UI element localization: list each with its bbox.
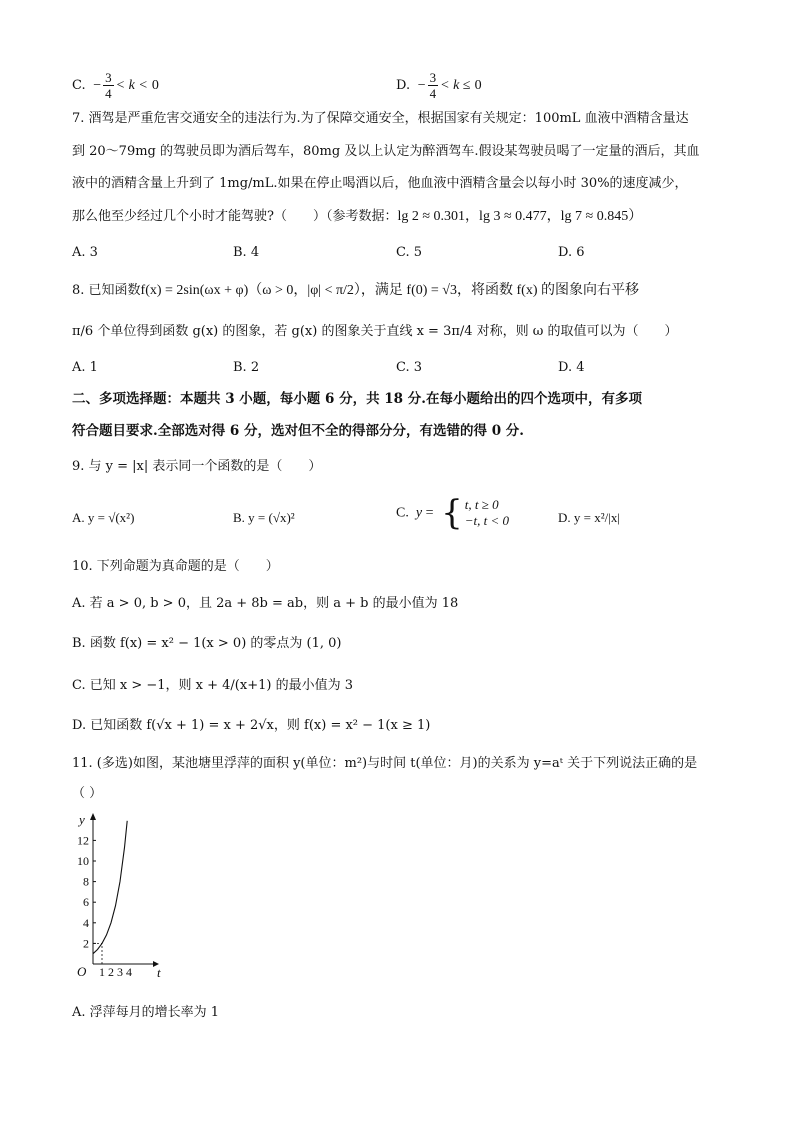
q11-chart (65, 812, 175, 1002)
q6-option-c: C. − $\frac{3}{4}$ < k < 0 (72, 70, 159, 101)
q7-reference-data: lg 2 ≈ 0.301，lg 3 ≈ 0.477，lg 7 ≈ 0.845） (397, 209, 643, 224)
q7-line-4 (72, 209, 642, 225)
section2-line-2: 符合题目要求.全部选对得 6 分，选对但不全的得部分分，有选错的得 0 分. (72, 423, 524, 439)
q8-line-1: 8. 已知函数f(x) = 2sin(ωx + φ)（ω > 0，|φ| < π/2），满足 f(0) = √3，将函数 f(x) 的图象向右平移 (72, 283, 639, 298)
y-axis-arrow (90, 813, 96, 820)
y-axis-label: y (79, 812, 85, 827)
q11-line-2: （ ） (72, 786, 103, 801)
q7-option-b: B. 4 (233, 245, 260, 260)
x-tick-label: 2 (108, 965, 114, 979)
y-tick-label: 4 (83, 915, 89, 930)
q10-option-d: D. 已知函数 f(√x + 1) = x + 2√x，则 f(x) = x² − 1(x ≥ 1) (72, 718, 431, 733)
origin-label: O (77, 964, 87, 979)
q9-option-c: C. y = { t, t ≥ 0 −t, t < 0 (396, 493, 510, 533)
q8-option-b: B. 2 (233, 360, 260, 375)
q10-stem: 10. 下列命题为真命题的是（ ） (72, 559, 279, 574)
q7-line-3: 液中的酒精含量上升到了 1mg/mL.如果在停止喝酒以后，他血液中酒精含量会以每小时 30%的速度减少， (72, 176, 688, 191)
q8-option-d: D. 4 (558, 360, 585, 375)
x-tick-label: 1 (99, 965, 105, 979)
q7-line-1: 7. 酒驾是严重危害交通安全的违法行为.为了保障交通安全，根据国家有关规定：100mL 血液中酒精含量达 (72, 111, 689, 126)
y-tick-label: 10 (77, 854, 89, 868)
q11-line-1: 11. (多选)如图，某池塘里浮萍的面积 y(单位：m²)与时间 t(单位：月)的关系为 y=aᵗ 关于下列说法正确的是 (72, 756, 698, 771)
q8-option-c: C. 3 (396, 360, 423, 375)
exponential-curve (93, 821, 127, 954)
q9-option-d: D. y = x²/|x| (558, 510, 620, 525)
y-tick-label: 2 (83, 936, 89, 951)
y-tick-label: 6 (83, 895, 89, 910)
y-tick-label: 12 (77, 833, 89, 848)
x-tick-label: 3 (117, 965, 123, 979)
q7-option-c: C. 5 (396, 245, 423, 260)
q7-line-2: 到 20～79mg 的驾驶员即为酒后驾车，80mg 及以上认定为醉酒驾车.假设某驾驶员喝了一定量的酒后，其血 (72, 144, 700, 159)
q9-option-b: B. y = (√x)² (233, 510, 295, 525)
x-axis-label: t (157, 965, 161, 980)
q10-option-a: A. 若 a > 0, b > 0，且 2a + 8b = ab，则 a + b 的最小值为 18 (72, 596, 459, 611)
q7-option-a: A. 3 (72, 245, 98, 260)
q10-option-b: B. 函数 f(x) = x² − 1(x > 0) 的零点为 (1, 0) (72, 636, 342, 651)
q7-option-d: D. 6 (558, 245, 585, 260)
q9-stem: 9. 与 y = |x| 表示同一个函数的是（ ） (72, 459, 322, 474)
q9-option-a: A. y = √(x²) (72, 510, 135, 525)
section2-line-1: 二、多项选择题：本题共 3 小题，每小题 6 分，共 18 分.在每小题给出的四个选项中，有多项 (72, 391, 642, 407)
q10-option-c: C. 已知 x > −1，则 x + 4/(x+1) 的最小值为 3 (72, 678, 353, 693)
q7-stem-end: 那么他至少经过几个小时才能驾驶?（ ）（参考数据： (72, 209, 398, 224)
q8-option-a: A. 1 (72, 360, 98, 375)
q6-option-d: D. − $\frac{3}{4}$ < k ≤ 0 (396, 70, 482, 101)
q8-line-2: π/6 个单位得到函数 g(x) 的图象，若 g(x) 的图象关于直线 x = 3π/4 对称，则 ω 的取值可以为（ ） (72, 324, 678, 339)
x-tick-label: 4 (126, 965, 132, 979)
q11-option-a: A. 浮萍每月的增长率为 1 (72, 1005, 220, 1020)
y-tick-label: 8 (83, 874, 89, 889)
